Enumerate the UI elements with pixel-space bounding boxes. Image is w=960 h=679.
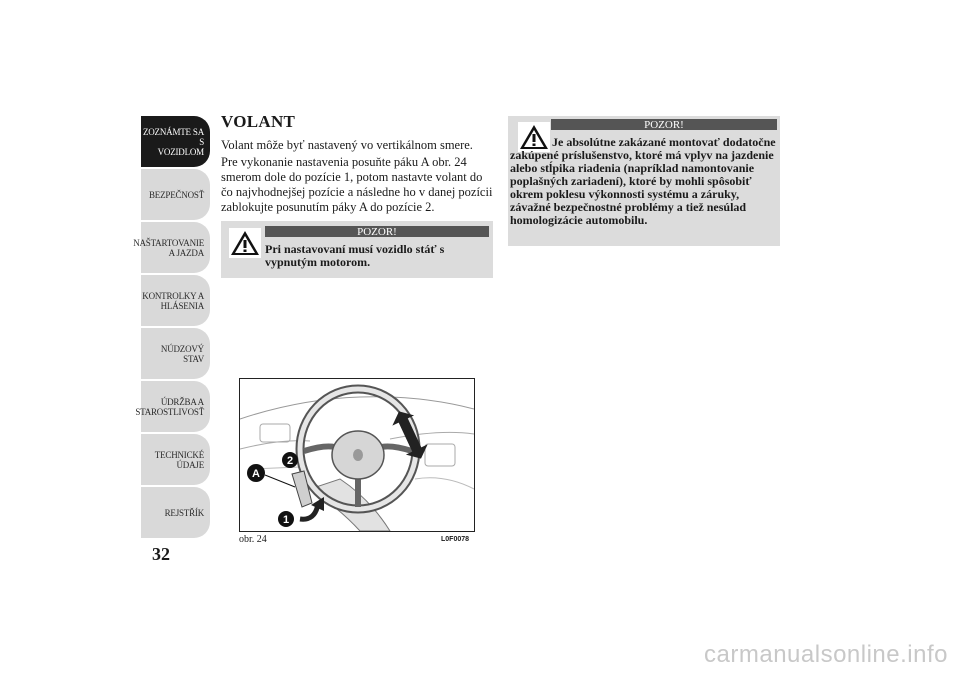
tab-kontrolky-a-hlasenia[interactable] [141, 275, 210, 326]
paragraph-instructions: Pre vykonanie nastavenia posuňte páku A obr. 24 smerom dole do pozície 1, potom nastavte volant do čo najvhodnejšej pozície a následne ho v danej pozícii zablokujte posunutím páky A do pozície 2. [221, 155, 493, 214]
paragraph-intro: Volant môže byť nastavený vo vertikálnom smere. [221, 138, 473, 152]
warning-triangle-icon [229, 228, 261, 258]
tab-rejstrik[interactable] [141, 487, 210, 538]
callout-a: A [252, 468, 260, 480]
watermark: carmanualsonline.info [704, 641, 948, 668]
warning-text: Je absolútne zakázané montovať dodatočne zakúpené príslušenstvo, ktoré má vplyv na jazdenie alebo stĺpika riadenia (napríklad namontovanie poplašných zariadení), ktoré by mohli spôsobiť okrem poklesu výkonnosti systému a záruky, závažné bezpečnostné problémy a tiež nesúlad homologizácie automobilu. [510, 135, 776, 227]
tab-nastartovanie-a-jazda[interactable] [133, 222, 210, 273]
page-number: 32 [152, 544, 170, 564]
tab-label: REJSTŘÍK [164, 507, 204, 518]
tab-label: BEZPEČNOSŤ [148, 189, 204, 200]
tab-bezpecnost[interactable] [141, 169, 210, 220]
tab-label: KONTROLKY A HLÁSENIA [142, 290, 204, 311]
section-title: VOLANT [221, 112, 296, 131]
tab-label: ZOZNÁMTE SA S VOZIDLOM [142, 126, 204, 157]
tab-zoznamte-sa-s-vozidlom[interactable] [141, 116, 210, 167]
warning-header: POZOR! [265, 226, 489, 237]
tab-label: NÚDZOVÝ STAV [160, 343, 204, 364]
warning-box-accessories [508, 116, 780, 246]
tab-label: ÚDRŽBA A STAROSTLIVOSŤ [135, 396, 204, 417]
chapter-tabs [133, 116, 210, 540]
figure-caption: obr. 24 [239, 534, 267, 545]
callout-1: 1 [282, 514, 290, 526]
tab-nudzovy-stav[interactable] [141, 328, 210, 379]
warning-text: Pri nastavovaní musí vozidlo stáť s vypnutým motorom. [265, 242, 445, 269]
steering-wheel-figure [239, 378, 475, 532]
tab-technicke-udaje[interactable] [141, 434, 210, 485]
callout-2: 2 [286, 455, 294, 467]
steering-wheel-illustration [240, 379, 474, 531]
warning-header: POZOR! [551, 119, 777, 130]
tab-label: TECHNICKÉ ÚDAJE [154, 449, 204, 470]
figure-code: L0F0078 [441, 536, 470, 543]
warning-box-engine-off [221, 221, 493, 278]
tab-udrzba-a-starostlivost[interactable] [135, 381, 210, 432]
tab-label: NAŠTARTOVANIE A JAZDA [133, 237, 204, 258]
